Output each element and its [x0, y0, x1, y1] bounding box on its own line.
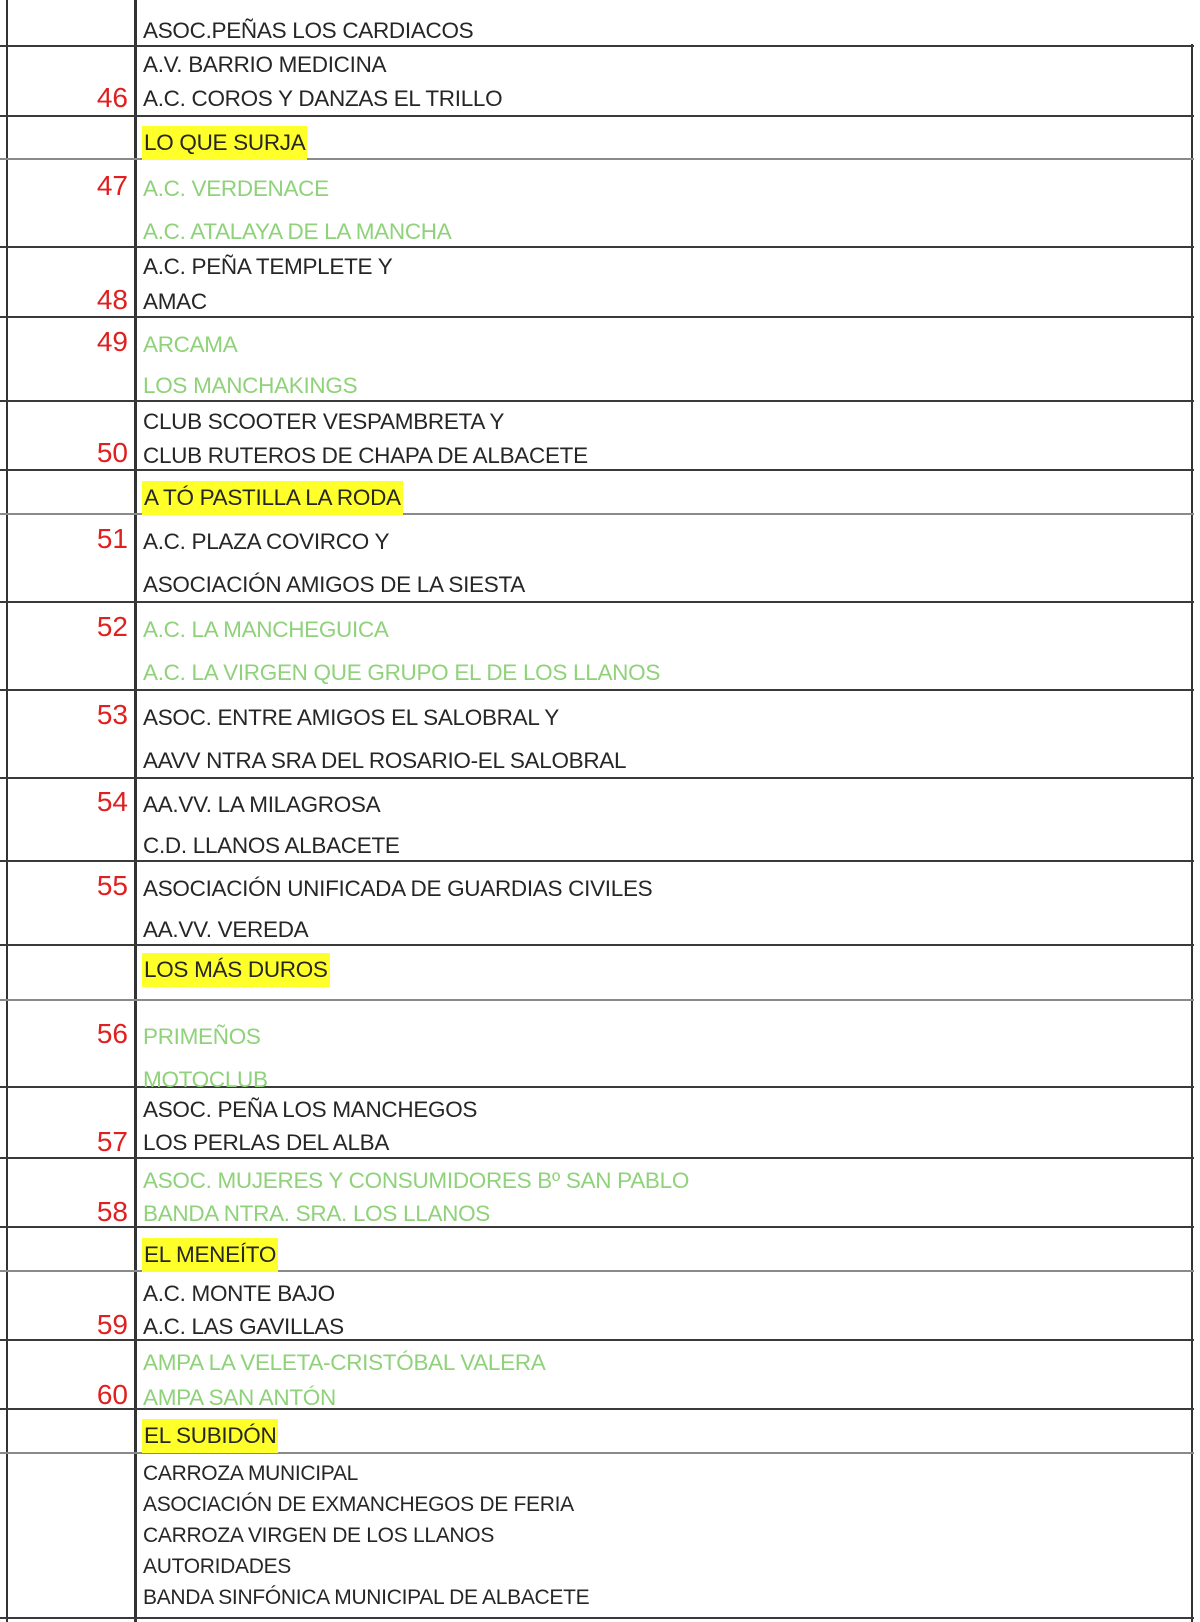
participant-name: AMPA SAN ANTÓN	[143, 1385, 336, 1410]
group-heading: EL MENEÍTO	[142, 1238, 278, 1272]
float-number: 55	[96, 870, 128, 901]
participant-name: A.C. LA VIRGEN QUE GRUPO EL DE LOS LLANOS	[143, 660, 661, 685]
participant-name: A.C. VERDENACE	[143, 176, 329, 201]
participant-name: ASOCIACIÓN DE EXMANCHEGOS DE FERIA	[143, 1493, 574, 1516]
participant-name: C.D. LLANOS ALBACETE	[143, 833, 400, 858]
participant-name: BANDA SINFÓNICA MUNICIPAL DE ALBACETE	[143, 1586, 590, 1609]
participant-name: ASOC. PEÑA LOS MANCHEGOS	[143, 1097, 478, 1122]
float-number: 53	[96, 699, 128, 730]
participant-name: A.C. PLAZA COVIRCO Y	[143, 529, 390, 554]
participant-name: ASOC. MUJERES Y CONSUMIDORES Bº SAN PABLO	[143, 1168, 690, 1193]
float-number: 57	[96, 1126, 128, 1157]
float-number: 52	[96, 611, 128, 642]
participant-name: LOS PERLAS DEL ALBA	[143, 1130, 390, 1155]
row-separator	[0, 1617, 1194, 1619]
float-number: 58	[96, 1196, 128, 1227]
group-heading: LO QUE SURJA	[142, 126, 307, 160]
participant-name: A.C. LAS GAVILLAS	[143, 1314, 344, 1339]
group-heading: A TÓ PASTILLA LA RODA	[142, 481, 403, 515]
participant-name: A.V. BARRIO MEDICINA	[143, 52, 387, 77]
row-separator	[0, 999, 1194, 1001]
participant-name: AA.VV. LA MILAGROSA	[143, 792, 381, 817]
participant-name: CARROZA VIRGEN DE LOS LLANOS	[143, 1524, 495, 1547]
participant-name: BANDA NTRA. SRA. LOS LLANOS	[143, 1201, 491, 1226]
participant-name: A.C. COROS Y DANZAS EL TRILLO	[143, 86, 503, 111]
group-heading: EL SUBIDÓN	[142, 1419, 278, 1453]
participant-name: MOTOCLUB	[143, 1067, 268, 1092]
participant-name: LOS MANCHAKINGS	[143, 373, 358, 398]
participant-name: CARROZA MUNICIPAL	[143, 1462, 359, 1485]
right-border	[1191, 44, 1193, 1622]
participant-name: AAVV NTRA SRA DEL ROSARIO-EL SALOBRAL	[143, 748, 627, 773]
participant-name: AMPA LA VELETA-CRISTÓBAL VALERA	[143, 1350, 546, 1375]
participant-name: ASOCIACIÓN AMIGOS DE LA SIESTA	[143, 572, 525, 597]
participant-name: A.C. PEÑA TEMPLETE Y	[143, 254, 393, 279]
participant-name: A.C. ATALAYA DE LA MANCHA	[143, 219, 452, 244]
participant-name: A.C. MONTE BAJO	[143, 1281, 335, 1306]
float-number: 48	[96, 284, 128, 315]
participant-name: ASOC.PEÑAS LOS CARDIACOS	[143, 18, 474, 43]
float-number: 49	[96, 326, 128, 357]
column-divider	[134, 0, 137, 1622]
participant-name: ASOCIACIÓN UNIFICADA DE GUARDIAS CIVILES	[143, 876, 653, 901]
float-number: 56	[96, 1018, 128, 1049]
float-number: 46	[96, 82, 128, 113]
float-number: 50	[96, 437, 128, 468]
participant-name: A.C. LA MANCHEGUICA	[143, 617, 389, 642]
participant-name: CLUB SCOOTER VESPAMBRETA Y	[143, 409, 505, 434]
float-number: 54	[96, 786, 128, 817]
participant-name: AMAC	[143, 289, 207, 314]
participant-name: CLUB RUTEROS DE CHAPA DE ALBACETE	[143, 443, 588, 468]
participant-name: ASOC. ENTRE AMIGOS EL SALOBRAL Y	[143, 705, 559, 730]
float-number: 51	[96, 523, 128, 554]
participant-name: PRIMEÑOS	[143, 1024, 261, 1049]
participant-name: AA.VV. VEREDA	[143, 917, 309, 942]
float-number: 47	[96, 170, 128, 201]
participant-name: AUTORIDADES	[143, 1555, 292, 1578]
group-heading: LOS MÁS DUROS	[142, 953, 330, 987]
participant-name: ARCAMA	[143, 332, 238, 357]
float-number: 60	[96, 1379, 128, 1410]
float-number: 59	[96, 1309, 128, 1340]
